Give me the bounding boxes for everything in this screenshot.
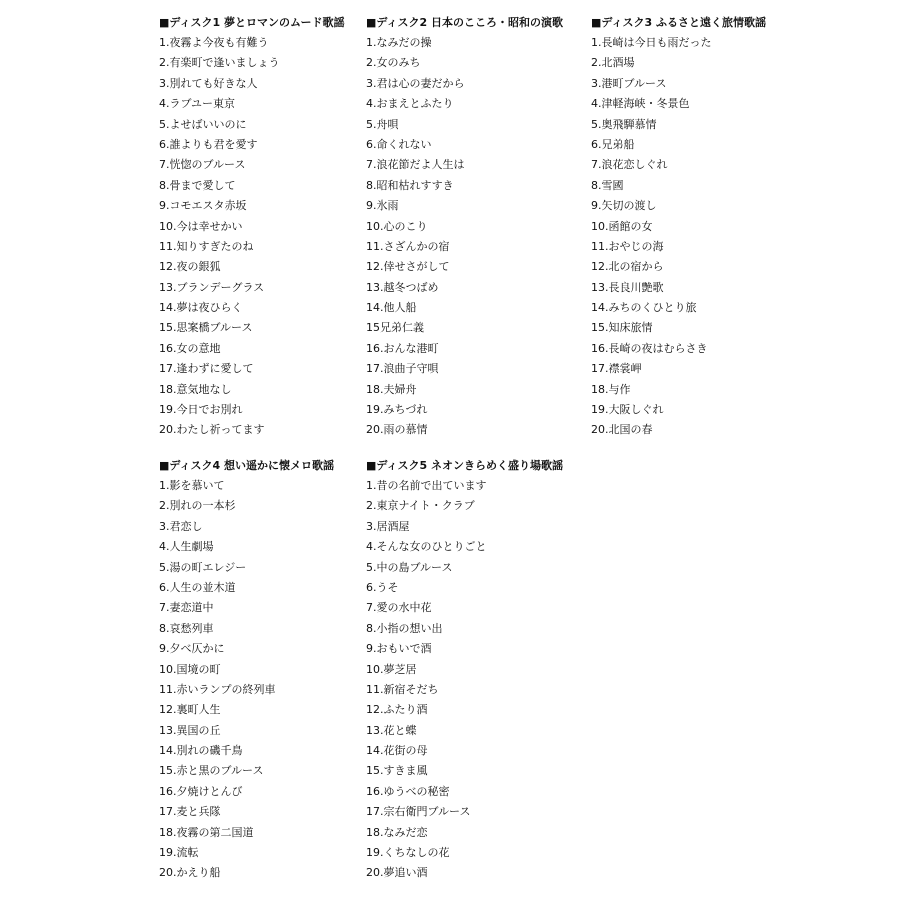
track-item: 9.氷雨 (366, 199, 399, 213)
track-item: 12.倖せさがして (366, 260, 450, 274)
track-item: 18.夫婦舟 (366, 382, 417, 396)
track-item: 15.知床旅情 (591, 321, 653, 335)
track-item: 13.花と蝶 (366, 723, 417, 737)
track-item: 11.知りすぎたのね (159, 239, 254, 253)
track-item: 1.長崎は今日も雨だった (591, 36, 712, 49)
track-item: 20.夢追い酒 (366, 866, 428, 880)
track-item: 13.ブランデーグラス (159, 280, 265, 294)
track-item: 9.おもいで酒 (366, 642, 432, 656)
track-item: 16.夕焼けとんび (159, 784, 243, 798)
track-item: 11.新宿そだち (366, 682, 439, 696)
track-item: 4.そんな女のひとりごと (366, 540, 487, 554)
track-item: 19.流転 (159, 846, 199, 860)
track-item: 19.今日でお別れ (159, 403, 243, 417)
track-item: 17.麦と兵隊 (159, 805, 221, 819)
disc-5-section (366, 459, 576, 887)
track-item: 5.奥飛騨慕情 (591, 117, 657, 131)
track-item: 14.別れの磯千鳥 (159, 744, 243, 758)
disc-title: ■ディスク1 夢とロマンのムード歌謡 (159, 16, 345, 29)
disc-title: ■ディスク5 ネオンきらめく盛り場歌謡 (366, 459, 563, 472)
track-item: 7.愛の水中花 (366, 601, 432, 615)
track-item: 3.居酒屋 (366, 519, 410, 533)
track-item: 1.なみだの操 (366, 36, 432, 49)
track-item: 1.影を慕いて (159, 479, 225, 492)
track-item: 6.兄弟船 (591, 137, 635, 151)
track-item: 2.別れの一本杉 (159, 499, 236, 513)
track-item: 19.みちづれ (366, 403, 428, 417)
track-item: 10.国境の町 (159, 662, 221, 676)
track-item: 16.おんな港町 (366, 341, 439, 355)
track-item: 19.大阪しぐれ (591, 403, 664, 417)
track-item: 5.湯の町エレジー (159, 560, 247, 574)
track-item: 2.有楽町で逢いましょう (159, 56, 280, 70)
disc-title: ■ディスク4 想い遥かに懐メロ歌謡 (159, 459, 334, 472)
track-item: 3.君は心の妻だから (366, 76, 465, 90)
track-item: 8.昭和枯れすすき (366, 178, 454, 192)
track-item: 16.女の意地 (159, 341, 221, 355)
track-item: 3.君恋し (159, 519, 203, 533)
track-item: 10.夢芝居 (366, 662, 417, 676)
disc-2-section (366, 16, 576, 444)
track-item: 14.花街の母 (366, 744, 428, 758)
track-item: 2.女のみち (366, 56, 421, 70)
track-item: 5.中の島ブルース (366, 560, 453, 574)
track-item: 17.逢わずに愛して (159, 362, 254, 376)
track-item: 12.ふたり酒 (366, 703, 428, 717)
track-item: 12.北の宿から (591, 260, 664, 274)
track-item: 7.恍惚のブルース (159, 158, 246, 172)
track-item: 7.妻恋道中 (159, 601, 214, 615)
track-item: 18.夜霧の第二国道 (159, 825, 254, 839)
track-list (591, 36, 801, 444)
track-item: 8.骨まで愛して (159, 178, 236, 192)
track-item: 9.コモエスタ赤坂 (159, 199, 247, 213)
track-item: 11.おやじの海 (591, 239, 664, 253)
track-item: 15.すきま風 (366, 764, 428, 778)
track-item: 10.心のこり (366, 219, 428, 233)
track-list (366, 479, 576, 887)
track-item: 2.北酒場 (591, 56, 635, 70)
track-item: 20.かえり船 (159, 866, 221, 880)
track-item: 3.別れても好きな人 (159, 76, 258, 90)
track-list (159, 36, 369, 444)
track-item: 11.赤いランプの終列車 (159, 682, 276, 696)
track-item: 18.なみだ恋 (366, 825, 428, 839)
track-item: 4.ラブユー東京 (159, 97, 235, 111)
disc-3-section (591, 16, 801, 444)
track-item: 6.うそ (366, 580, 399, 594)
track-item: 8.小指の想い出 (366, 621, 443, 635)
disc-1-section (159, 16, 369, 444)
track-item: 14.夢は夜ひらく (159, 301, 243, 315)
track-item: 1.昔の名前で出ています (366, 479, 487, 492)
track-item: 2.東京ナイト・クラブ (366, 499, 475, 513)
track-item: 16.長崎の夜はむらさき (591, 341, 708, 355)
track-item: 17.浪曲子守唄 (366, 362, 439, 376)
track-item: 1.夜霧よ今夜も有難う (159, 36, 269, 49)
track-item: 11.さざんかの宿 (366, 239, 450, 253)
track-item: 4.人生劇場 (159, 540, 214, 554)
disc-4-section (159, 459, 369, 887)
track-item: 20.北国の春 (591, 423, 653, 437)
track-item: 20.雨の慕情 (366, 423, 428, 437)
track-item: 6.誰よりも君を愛す (159, 137, 258, 151)
disc-title: ■ディスク3 ふるさと遠く旅情歌謡 (591, 16, 766, 29)
track-item: 5.舟唄 (366, 117, 399, 131)
track-item: 12.裏町人生 (159, 703, 221, 717)
track-item: 17.宗右衛門ブルース (366, 805, 471, 819)
track-item: 14.みちのくひとり旅 (591, 301, 697, 315)
track-item: 20.わたし祈ってます (159, 423, 265, 437)
track-item: 10.函館の女 (591, 219, 653, 233)
track-item: 9.夕べ仄かに (159, 642, 225, 656)
track-item: 7.浪花恋しぐれ (591, 158, 668, 172)
track-item: 17.襟裳岬 (591, 362, 642, 376)
track-item: 7.浪花節だよ人生は (366, 158, 465, 172)
track-item: 9.矢切の渡し (591, 199, 657, 213)
track-item: 13.越冬つばめ (366, 280, 439, 294)
track-item: 13.長良川艶歌 (591, 280, 664, 294)
track-item: 12.夜の銀狐 (159, 260, 221, 274)
track-item: 13.異国の丘 (159, 723, 221, 737)
track-item: 3.港町ブルース (591, 76, 667, 90)
track-item: 14.他人船 (366, 301, 417, 315)
track-item: 8.哀愁列車 (159, 621, 214, 635)
track-list (366, 36, 576, 444)
track-item: 5.よせばいいのに (159, 117, 247, 131)
track-item: 8.雪國 (591, 178, 624, 192)
track-item: 19.くちなしの花 (366, 846, 450, 860)
track-item: 4.おまえとふたり (366, 97, 454, 111)
track-item: 18.与作 (591, 382, 631, 396)
disc-title: ■ディスク2 日本のこころ・昭和の演歌 (366, 16, 563, 29)
track-item: 18.意気地なし (159, 382, 232, 396)
track-item: 6.命くれない (366, 137, 432, 151)
track-item: 10.今は幸せかい (159, 219, 243, 233)
track-item: 4.津軽海峡・冬景色 (591, 97, 690, 111)
track-item: 6.人生の並木道 (159, 580, 236, 594)
track-item: 15.赤と黒のブルース (159, 764, 264, 778)
track-list (159, 479, 369, 887)
track-item: 15.思案橋ブルース (159, 321, 253, 335)
track-item: 15兄弟仁義 (366, 321, 424, 335)
track-item: 16.ゆうべの秘密 (366, 784, 450, 798)
